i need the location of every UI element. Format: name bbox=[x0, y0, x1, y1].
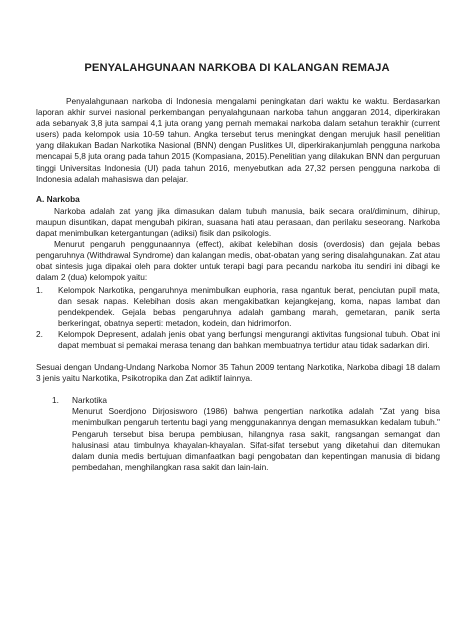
document-title: PENYALAHGUNAAN NARKOBA DI KALANGAN REMAJA bbox=[84, 62, 390, 74]
list-item-text: Menurut Soerdjono Dirjosisworo (1986) bahwa pengertian narkotika adalah "Zat yang bisa menimbulkan pengaruh tertentu bagi yang menggunakannya dengan memasukkan kedalam tubuh." Pengaruh tersebut bisa berupa pembiusan, hilangnya rasa sakit, rangsangan semangat dan halusinasi atau timbulnya khayalan-khayalan. Sifat-sifat tersebut yang diketahui dan ditemukan dalam dunia medis bertujuan dimanfaatkan bagi pengobatan dan kepentingan manusia di bidang pembedahan, menghilangkan rasa sakit dan lain-lain. bbox=[72, 406, 440, 472]
list-item-text: Kelompok Narkotika, pengaruhnya menimbulkan euphoria, rasa ngantuk berat, penciutan pupil mata, dan sesak napas. Kelebihan dosis akan mengakibatkan kejangkejang, koma, napas lambat dan pendekpendek. Gejala bebas pengaruhnya adalah gambang marah, gemetaran, panik serta berkeringat, obatnya seperti: metadon, kodein, dan hidrimorfon. bbox=[58, 284, 440, 328]
list-item-text: Kelompok Depresent, adalah jenis obat yang berfungsi mengurangi aktivitas fungsional tubuh. Obat ini dapat membuat si pemakai merasa tenang dan bahkan membuatnya tertidur atau tidak sadarkan diri. bbox=[58, 328, 440, 350]
list-item-label: Narkotika bbox=[72, 395, 108, 406]
drug-group-list bbox=[36, 285, 440, 352]
list-item-number: 1. bbox=[52, 395, 59, 406]
intro-paragraph: Penyalahgunaan narkoba di Indonesia mengalami peningkatan dari waktu ke waktu. Berdasarkan laporan akhir survei nasional perkembangan penyalahgunaan narkoba tahun anggaran 2014, diperkirakan ada sebanyak 3,8 juta sampai 4,1 juta orang yang pernah memakai narkoba dalam setahun terakhir (current users) pada kelompok usia 10-59 tahun. Angka tersebut terus meningkat dengan merujuk hasil penelitian yang dilakukan Badan Narkotika Nasional (BNN) dengan Puslitkes UI, diperkirakanjumlah pengguna narkoba mencapai 5,8 juta orang pada tahun 2015 (Kompasiana, 2015).Penelitian yang dilakukan BNN dan perguruan tinggi Universitas Indonesia (UI) pada tahun 2016, menyebutkan ada 27,32 persen pengguna narkoba di Indonesia adalah mahasiswa dan pelajar. bbox=[36, 96, 440, 184]
list-item-number: 1. bbox=[36, 284, 43, 295]
list-item bbox=[36, 285, 440, 329]
section-a-paragraph-2: Menurut pengaruh penggunaannya (effect), akibat kelebihan dosis (overdosis) dan gejala bebas pengaruhnya (Withdrawal Syndrome) dan kalangan medis, obat-obatan yang sering disalahgunakan. Zat atau obat sintesis juga dipakai oleh para dokter untuk terapi bagi para pecandu narkoba itu sendiri ini dibagi ke dalam 2 (dua) kelompok yaitu: bbox=[36, 239, 440, 283]
list-item bbox=[36, 395, 440, 473]
section-a-paragraph-1: Narkoba adalah zat yang jika dimasukan dalam tubuh manusia, baik secara oral/diminum, dihirup, maupun disuntikan, dapat mengubah pikiran, suasana hati atau perasaan, dan perilaku seseorang. Narkoba dapat menimbulkan ketergantungan (adiksi) fisik dan psikologis. bbox=[36, 205, 440, 239]
law-paragraph: Sesuai dengan Undang-Undang Narkoba Nomor 35 Tahun 2009 tentang Narkotika, Narkoba dibagi 18 dalam 3 jenis yaitu Narkotika, Psikotropika dan Zat adiktif lainnya. bbox=[36, 362, 440, 384]
document-body bbox=[36, 96, 440, 473]
drug-type-list bbox=[36, 395, 440, 473]
section-a-heading: A. Narkoba bbox=[36, 193, 80, 204]
list-item bbox=[36, 329, 440, 351]
list-item-number: 2. bbox=[36, 328, 43, 339]
